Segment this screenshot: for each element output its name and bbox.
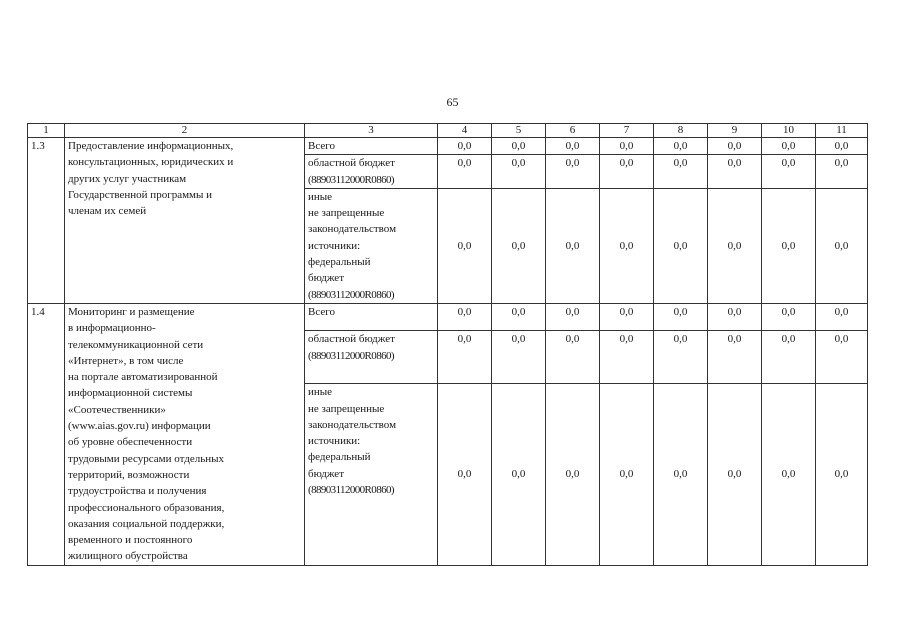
funding-source-line: иные bbox=[308, 190, 333, 203]
value-cell: 0,0 bbox=[708, 331, 762, 384]
value-cell: 0,0 bbox=[600, 303, 654, 330]
value-cell: 0,0 bbox=[708, 138, 762, 155]
funding-source-line: (88903112000R0860) bbox=[308, 288, 394, 301]
funding-source-line: бюджет bbox=[308, 272, 344, 285]
funding-source-line: федеральный bbox=[308, 256, 371, 269]
activity-name-line: Государственной программы и bbox=[68, 188, 213, 201]
value-cell: 0,0 bbox=[654, 188, 708, 303]
funding-source-line: не запрещенные bbox=[308, 402, 385, 415]
funding-source-line: источники: bbox=[308, 239, 361, 252]
value-cell: 0,0 bbox=[600, 188, 654, 303]
value-cell: 0,0 bbox=[546, 138, 600, 155]
activity-name-line: «Соотечественники» bbox=[68, 403, 166, 416]
value-cell: 0,0 bbox=[762, 331, 816, 384]
value-cell: 0,0 bbox=[708, 384, 762, 566]
funding-source-line: Всего bbox=[308, 305, 335, 318]
table-body bbox=[28, 124, 868, 566]
value-cell: 0,0 bbox=[816, 384, 868, 566]
activity-name-line: (www.aias.gov.ru) информации bbox=[68, 420, 211, 433]
item-number-cell: 1.4 bbox=[28, 303, 65, 565]
column-header: 8 bbox=[654, 124, 708, 138]
value-cell: 0,0 bbox=[654, 384, 708, 566]
value-cell: 0,0 bbox=[546, 384, 600, 566]
value-cell: 0,0 bbox=[492, 188, 546, 303]
activity-name-line: профессионального образования, bbox=[68, 501, 225, 514]
budget-table bbox=[27, 123, 868, 566]
activity-name-line: информационной системы bbox=[68, 387, 193, 400]
table-row bbox=[28, 303, 868, 330]
value-cell: 0,0 bbox=[654, 303, 708, 330]
value-cell: 0,0 bbox=[546, 331, 600, 384]
value-cell: 0,0 bbox=[708, 155, 762, 189]
funding-source-cell bbox=[305, 331, 438, 384]
value-cell: 0,0 bbox=[438, 138, 492, 155]
funding-source-cell bbox=[305, 155, 438, 189]
value-cell: 0,0 bbox=[438, 384, 492, 566]
funding-source-line: областной бюджет bbox=[308, 157, 395, 170]
value-cell: 0,0 bbox=[762, 303, 816, 330]
column-header: 4 bbox=[438, 124, 492, 138]
funding-source-line: (88903112000R0860) bbox=[308, 349, 394, 362]
activity-name-line: временного и постоянного bbox=[68, 534, 193, 547]
funding-source-cell bbox=[305, 384, 438, 566]
table-row bbox=[28, 138, 868, 155]
column-header: 10 bbox=[762, 124, 816, 138]
column-header: 5 bbox=[492, 124, 546, 138]
funding-source-line: законодательством bbox=[308, 418, 397, 431]
activity-name-line: «Интернет», в том числе bbox=[68, 354, 184, 367]
funding-source-line: Всего bbox=[308, 140, 335, 152]
activity-name-line: территорий, возможности bbox=[68, 468, 190, 481]
funding-source-line: не запрещенные bbox=[308, 207, 385, 220]
value-cell: 0,0 bbox=[654, 138, 708, 155]
value-cell: 0,0 bbox=[816, 303, 868, 330]
value-cell: 0,0 bbox=[600, 384, 654, 566]
activity-name-line: телекоммуникационной сети bbox=[68, 338, 204, 351]
activity-name-line: об уровне обеспеченности bbox=[68, 436, 193, 449]
value-cell: 0,0 bbox=[492, 384, 546, 566]
value-cell: 0,0 bbox=[762, 138, 816, 155]
value-cell: 0,0 bbox=[762, 155, 816, 189]
activity-name-line: членам их семей bbox=[68, 205, 147, 218]
activity-name-line: трудовыми ресурсами отдельных bbox=[68, 452, 225, 465]
column-header: 3 bbox=[305, 124, 438, 138]
value-cell: 0,0 bbox=[816, 138, 868, 155]
value-cell: 0,0 bbox=[762, 188, 816, 303]
value-cell: 0,0 bbox=[492, 155, 546, 189]
activity-name-cell bbox=[65, 303, 305, 565]
funding-source-line: бюджет bbox=[308, 467, 344, 480]
column-header: 1 bbox=[28, 124, 65, 138]
value-cell: 0,0 bbox=[438, 331, 492, 384]
value-cell: 0,0 bbox=[492, 331, 546, 384]
activity-name-line: Мониторинг и размещение bbox=[68, 305, 195, 318]
activity-name-line: консультационных, юридических и bbox=[68, 156, 234, 169]
value-cell: 0,0 bbox=[600, 331, 654, 384]
value-cell: 0,0 bbox=[546, 155, 600, 189]
activity-name-line: других услуг участникам bbox=[68, 172, 187, 185]
header-row bbox=[28, 124, 868, 138]
column-header: 2 bbox=[65, 124, 305, 138]
value-cell: 0,0 bbox=[708, 303, 762, 330]
value-cell: 0,0 bbox=[600, 155, 654, 189]
activity-name-line: в информационно- bbox=[68, 322, 156, 335]
column-header: 11 bbox=[816, 124, 868, 138]
activity-name-line: на портале автоматизированной bbox=[68, 371, 218, 384]
value-cell: 0,0 bbox=[438, 155, 492, 189]
funding-source-cell bbox=[305, 303, 438, 330]
funding-source-cell bbox=[305, 138, 438, 155]
column-header: 9 bbox=[708, 124, 762, 138]
activity-name-cell bbox=[65, 138, 305, 304]
value-cell: 0,0 bbox=[492, 303, 546, 330]
item-number-cell: 1.3 bbox=[28, 138, 65, 304]
funding-source-line: иные bbox=[308, 386, 333, 399]
value-cell: 0,0 bbox=[438, 303, 492, 330]
value-cell: 0,0 bbox=[492, 138, 546, 155]
activity-name-line: Предоставление информационных, bbox=[68, 140, 234, 152]
funding-source-cell bbox=[305, 188, 438, 303]
value-cell: 0,0 bbox=[816, 155, 868, 189]
value-cell: 0,0 bbox=[762, 384, 816, 566]
page-number: 65 bbox=[446, 95, 459, 109]
activity-name-line: жилищного обустройства bbox=[68, 550, 188, 563]
value-cell: 0,0 bbox=[654, 331, 708, 384]
activity-name-line: оказания социальной поддержки, bbox=[68, 517, 225, 530]
value-cell: 0,0 bbox=[438, 188, 492, 303]
value-cell: 0,0 bbox=[600, 138, 654, 155]
value-cell: 0,0 bbox=[546, 303, 600, 330]
funding-source-line: законодательством bbox=[308, 223, 397, 236]
activity-name-line: трудоустройства и получения bbox=[68, 485, 207, 498]
value-cell: 0,0 bbox=[546, 188, 600, 303]
value-cell: 0,0 bbox=[654, 155, 708, 189]
column-header: 7 bbox=[600, 124, 654, 138]
value-cell: 0,0 bbox=[816, 331, 868, 384]
value-cell: 0,0 bbox=[708, 188, 762, 303]
funding-source-line: областной бюджет bbox=[308, 333, 395, 346]
column-header: 6 bbox=[546, 124, 600, 138]
funding-source-line: (88903112000R0860) bbox=[308, 173, 394, 186]
funding-source-line: источники: bbox=[308, 435, 361, 448]
funding-source-line: (88903112000R0860) bbox=[308, 483, 394, 496]
funding-source-line: федеральный bbox=[308, 451, 371, 464]
value-cell: 0,0 bbox=[816, 188, 868, 303]
